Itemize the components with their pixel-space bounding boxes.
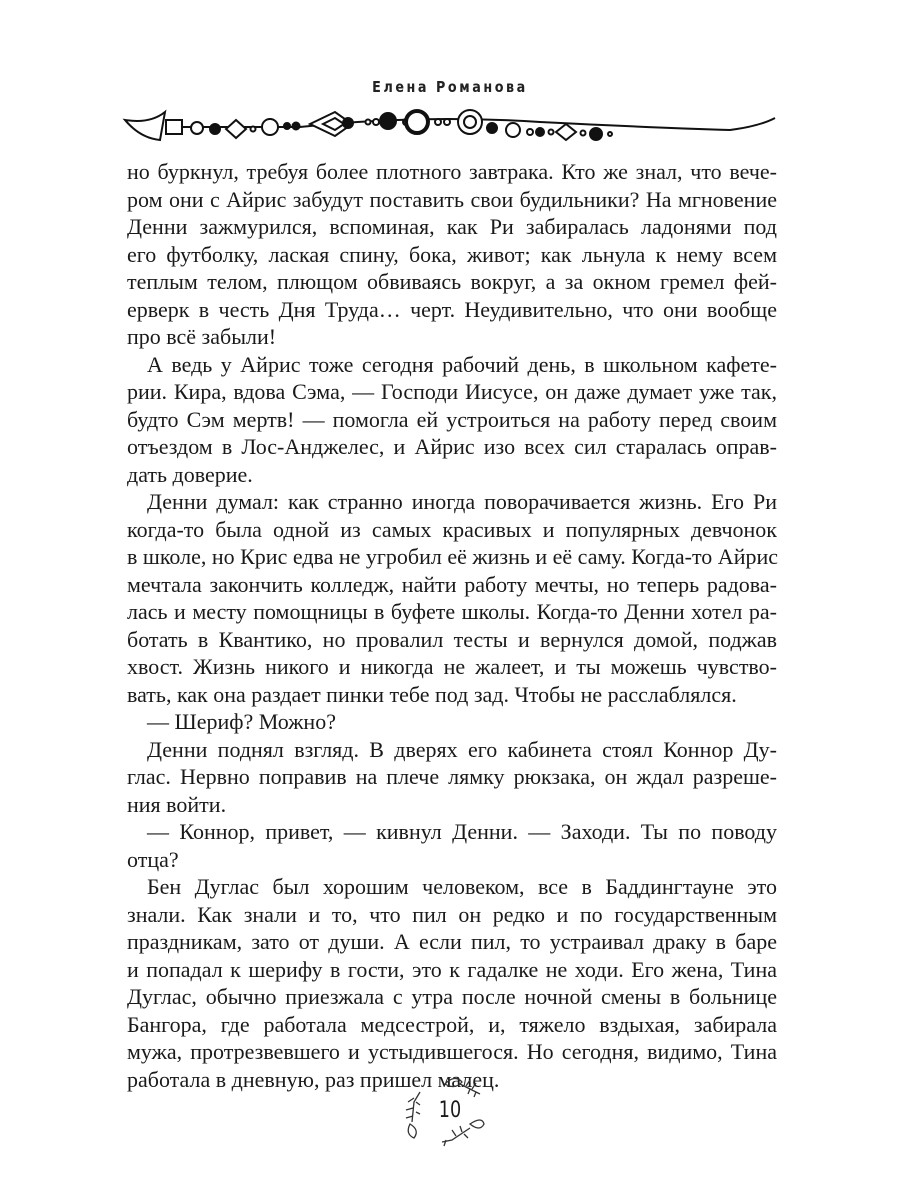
text-line: когда-то была одной из самых красивых и популярных девчонок: [127, 516, 777, 542]
text-line: Бангора, где работала медсестрой, и, тяжело вздыхая, забирала: [127, 1011, 777, 1037]
text-line: но буркнул, требуя более плотного завтрака. Кто же знал, что вече-: [127, 159, 777, 184]
paragraph: [127, 873, 777, 1093]
text-line: праздникам, зато от души. А если пил, то устраивал драку в баре: [127, 929, 777, 954]
paragraph: [127, 818, 777, 873]
text-line: мечтала закончить колледж, найти работу мечты, но теперь радова-: [127, 571, 777, 597]
paragraph: [127, 488, 777, 708]
text-line: Денни думал: как странно иногда поворачивается жизнь. Его Ри: [147, 489, 777, 514]
text-line: его футболку, лаская спину, бока, живот; как льнула к нему всем: [127, 241, 777, 267]
text-line: про всё забыли!: [127, 324, 277, 349]
body-text: [127, 158, 777, 1093]
text-line: и попадал к шерифу в гости, это к гадалке не ходи. Его жена, Тина: [127, 956, 777, 982]
text-line: ния войти.: [127, 791, 227, 817]
paragraph: [127, 158, 777, 351]
text-line: хвост. Жизнь никого и никогда не жалеет, и ты можешь чувство-: [127, 654, 777, 679]
running-header-author: Елена Романова: [372, 78, 528, 96]
page-number: 10: [438, 1098, 462, 1123]
text-line: Бен Дуглас был хорошим человеком, все в Баддингтауне это: [147, 874, 777, 899]
text-line: Денни зажмурился, вспоминая, как Ри забиралась ладонями под: [127, 214, 777, 239]
text-line: А ведь у Айрис тоже сегодня рабочий день, в школьном кафете-: [147, 351, 777, 377]
text-line: — Шериф? Можно?: [147, 709, 336, 734]
text-line: рии. Кира, вдова Сэма, — Господи Иисусе, он даже думает уже так,: [127, 379, 777, 404]
text-line: мужа, протрезвевшего и устыдившегося. Но сегодня, видимо, Тина: [127, 1039, 777, 1064]
text-line: дать доверие.: [127, 461, 253, 487]
text-line: отъездом в Лос-Анджелес, и Айрис изо всех сил старалась оправ-: [127, 434, 777, 459]
text-line: Денни поднял взгляд. В дверях его кабинета стоял Коннор Ду-: [147, 736, 777, 762]
text-line: — Коннор, привет, — кивнул Денни. — Заходи. Ты по поводу: [147, 819, 777, 844]
paragraph: [127, 708, 777, 736]
text-line: лась и месту помощницы в буфете школы. Когда-то Денни хотел ра-: [127, 599, 777, 624]
text-line: вать, как она раздает пинки тебе под зад. Чтобы не расслаблялся.: [127, 681, 737, 707]
page-footer: [400, 1072, 500, 1152]
paragraph: [127, 351, 777, 489]
paragraph: [127, 736, 777, 819]
text-line: работала в дневную, раз пришел малец.: [127, 1066, 500, 1092]
text-line: Дуглас, обычно приезжала с утра после ночной смены в больнице: [127, 984, 777, 1009]
text-line: глас. Нервно поправив на плече лямку рюкзака, он ждал разреше-: [127, 764, 777, 789]
text-line: знали. Как знали и то, что пил он редко и по государственным: [127, 901, 777, 927]
text-line: ботать в Квантико, но провалил тесты и вернулся домой, поджав: [127, 626, 777, 652]
text-line: в школе, но Крис едва не угробил её жизнь и её саму. Когда-то Айрис: [127, 544, 779, 569]
text-line: ерверк в честь Дня Труда… черт. Неудивительно, что они вообще: [127, 296, 777, 322]
text-line: теплым телом, плющом обвиваясь вокруг, а за окном гремел фей-: [127, 269, 777, 294]
beaded-ornament-divider: [120, 100, 780, 150]
text-line: ром они с Айрис забудут поставить свои будильники? На мгновение: [127, 186, 777, 212]
text-line: будто Сэм мертв! — помогла ей устроиться на работу перед своим: [127, 406, 777, 432]
text-line: отца?: [127, 846, 179, 872]
